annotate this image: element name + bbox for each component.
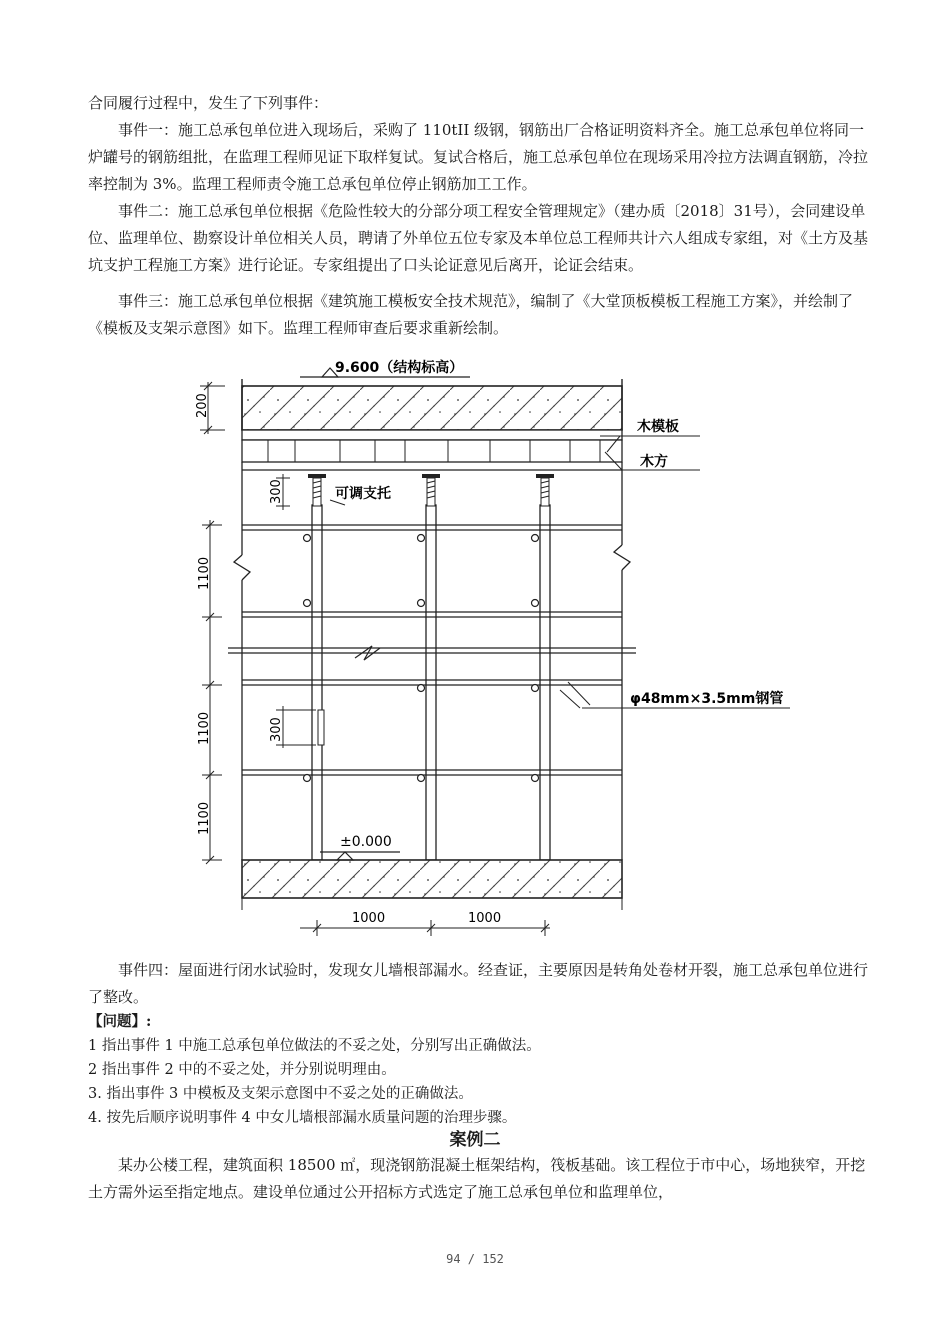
bottom-elevation-marker — [320, 852, 400, 860]
question-2: 2 指出事件 2 中的不妥之处，并分别说明理由。 — [88, 1062, 396, 1078]
intro-text: 合同履行过程中，发生了下列事件： — [88, 94, 329, 112]
dim-span-1: 1000 — [352, 911, 386, 926]
formwork-label: 木模板 — [637, 419, 679, 435]
event-2-text: 事件二：施工总承包单位根据《危险性较大的分部分项工程安全管理规定》（建办质〔2018〕31号），会同建设单位、监理单位、勘察设计单位相关人员，聘请了外单位五位专家及本单位总工程师共计六人组成专家组，对《土方及基坑支护工程施工方案》进行论证。专家组提出了口头论证意见后离开，论证会结束。 — [88, 202, 869, 274]
event-4-text: 事件四：屋面进行闭水试验时，发现女儿墙根部漏水。经查证，主要原因是转角处卷材开裂，施工总承包单位进行了整改。 — [88, 961, 869, 1006]
dim-step-2: 1100 — [197, 711, 212, 745]
dim-step-1: 1100 — [197, 556, 212, 590]
top-slab — [242, 379, 622, 430]
dim-span-2: 1000 — [468, 911, 502, 926]
vertical-poles — [312, 505, 550, 860]
dim-lap-length: 300 — [269, 717, 284, 742]
lap-joint — [318, 710, 324, 745]
questions-heading: 【问题】: — [88, 1013, 152, 1030]
pipe-label: φ48mm×3.5mm钢管 — [630, 691, 784, 707]
couplers — [304, 535, 539, 782]
event-1-text: 事件一：施工总承包单位进入现场后，采购了 110tII 级钢，钢筋出厂合格证明资料齐全。施工总承包单位将同一炉罐号的钢筋组批，在监理工程师见证下取样复试。复试合格后，施工总承包单位在现场采用冷拉方法调直钢筋，冷拉率控制为 3%。监理工程师责令施工总承包单位停止钢筋加工工作。 — [88, 121, 869, 193]
timber-battens — [242, 440, 622, 470]
dim-jack-length: 300 — [269, 479, 284, 504]
formwork-support-diagram — [180, 350, 800, 950]
bottom-elevation-label: ±0.000 — [340, 834, 392, 850]
dim-step-3: 1100 — [197, 801, 212, 835]
jack-label: 可调支托 — [335, 486, 391, 502]
question-3: 3. 指出事件 3 中模板及支架示意图中不妥之处的正确做法。 — [88, 1086, 473, 1102]
question-1: 1 指出事件 1 中施工总承包单位做法的不妥之处，分别写出正确做法。 — [88, 1038, 541, 1054]
page-number: 94 / 152 — [446, 1252, 504, 1266]
bottom-slab — [242, 860, 622, 910]
formwork-board — [242, 430, 622, 440]
event-3-text: 事件三：施工总承包单位根据《建筑施工模板安全技术规范》，编制了《大堂顶板模板工程施工方案》，并绘制了《模板及支架示意图》如下。监理工程师审查后要求重新绘制。 — [88, 292, 854, 337]
top-elevation-label: 9.600（结构标高） — [335, 360, 464, 376]
timber-label: 木方 — [640, 454, 668, 470]
case-title: 案例二 — [449, 1130, 501, 1150]
case-text: 某办公楼工程，建筑面积 18500 ㎡，现浇钢筋混凝土框架结构，筏板基础。该工程位于市中心，场地狭窄，开挖土方需外运至指定地点。建设单位通过公开招标方式选定了施工总承包单位和监理单位， — [88, 1156, 866, 1201]
bottom-dimensions — [300, 920, 550, 936]
dim-slab-thickness: 200 — [195, 393, 210, 418]
question-4: 4. 按先后顺序说明事件 4 中女儿墙根部漏水质量问题的治理步骤。 — [88, 1110, 517, 1126]
